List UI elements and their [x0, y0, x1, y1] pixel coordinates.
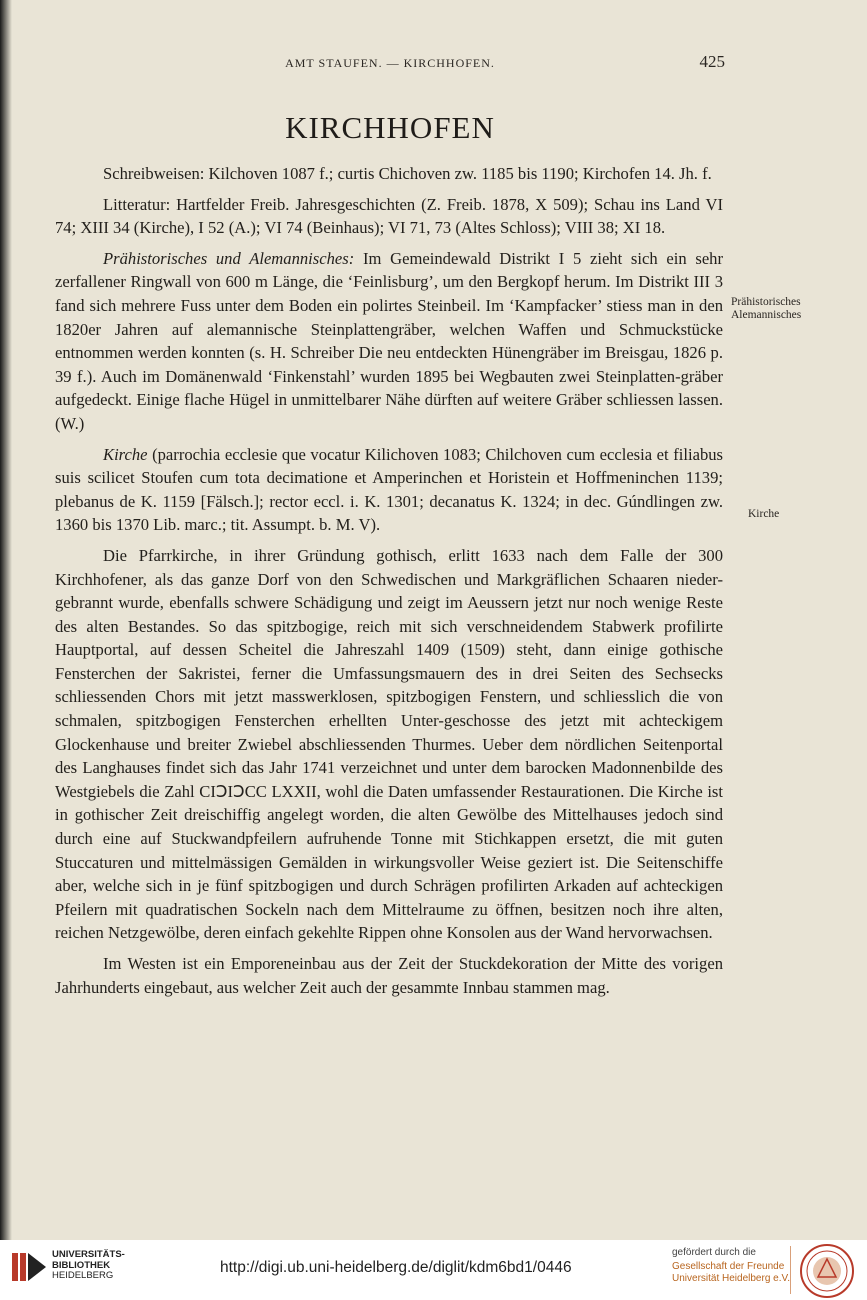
uni-line: BIBLIOTHEK	[52, 1259, 111, 1271]
running-title: AMT STAUFEN. — KIRCHHOFEN.	[285, 56, 495, 70]
paragraph-lead: Kirche	[103, 444, 148, 464]
paragraph-kirche	[55, 443, 723, 537]
paragraph-litteratur	[55, 193, 723, 240]
sponsor-name	[672, 1261, 790, 1285]
paragraph-text: Im Gemeindewald Distrikt I 5 zieht sich ein sehr zerfallener Ringwall von 600 m Länge, die ‘Feinlisburg’, um den Bergkopf herum. Im Distrikt III 3 fand sich mehrere Fuss unter dem Boden ein polirtes Steinbeil. Im ‘Kampfacker’ stiess man in den 1820er Jahren auf alemannische Steinplattengräber, welchen Waffen und Schmuckstücke entnommen werden konnten (s. H. Schreiber Die neu entdeckten Hünengräber im Breisgau, 1826 p. 39 f.). Auch im Domänenwald ‘Finkenstahl’ wurden 1895 bei Wegbauten zwei Steinplatten-gräber aufgedeckt. Einige flache Hügel in unmittelbarer Nähe dürften auf weitere Gräber schliessen lassen. (W.)	[55, 248, 724, 433]
paragraph-praehistorisches	[55, 247, 723, 436]
page-number: 425	[699, 52, 725, 71]
paragraph-westen	[55, 952, 723, 999]
paragraph-text: Im Westen ist ein Emporeneinbau aus der Zeit der Stuckdekoration der Mitte des vorigen Jahrhunderts eingebaut, aus welcher Zeit auch der gesammte Innbau stammen mag.	[55, 954, 723, 997]
paragraph-schreibweisen	[55, 162, 723, 186]
sponsor-line: Gesellschaft der Freunde	[672, 1261, 785, 1272]
university-library-logo-icon	[10, 1247, 48, 1287]
paragraph-lead: Prähistorisches und Alemannisches:	[103, 248, 355, 268]
sponsor-line: Universität Heidelberg e.V.	[672, 1273, 791, 1284]
paragraph-text: Die Pfarrkirche, in ihrer Gründung gothisch, erlitt 1633 nach dem Falle der 300 Kirchhofener, als das ganze Dorf von den Schwedischen und Markgräflichen Schaaren nieder-gebrannt wurde, ebenfalls schwere Schädigung und zeigt im Aeussern jetzt nur noch wenige Reste des alten Bestandes. So das spitzbogige, reich mit sich verschneidendem Stabwerk profilirte Hauptportal, auf dessen Scheitel die Jahreszahl 1409 (1509) steht, dann einige gothische Fensterchen der Sakristei, ferner die Umfassungsmauern des in drei Seiten des Sechsecks schliessenden Chors mit jetzt masswerklosen, spitzbogigen Fenstern, und schliesslich die von schmalen, spitzbogigen Fensterchen erhellten Unter-geschosse des jetzt mit achteckigem Glockenhause und breiter Zwiebel abschliessenden Thurmes. Ueber dem nördlichen Seitenportal des Langhauses findet sich das Jahr 1741 verzeichnet und unter dem barocken Madonnenbilde des Westgiebels die Zahl CIↃIↃCC LXXII, wohl die Daten umfassender Restaurationen. Die Kirche ist in gothischer Zeit dreischiffig angelegt worden, die alten Gewölbe des Mittelhauses jedoch sind durch eine auf Stuckwandpfeilern aufruhende Tonne mit Stichkappen ersetzt, die mit guten Stuccaturen und mittelmässigen Gemälden in wirkungsvoller Weise geziert ist. Die Seitenschiffe aber, welche sich in je fünf spitzbogigen und durch Schrägen profilirten Arkaden auf achteckigen Pfeilern mit quadratischen Sockeln nach dem Mittelraume zu öffnen, besitzen noch ihre alten, reichen Netzgewölbe, deren einfach gekehlte Rippen ohne Konsolen aus der Wand hervorwachsen.	[55, 545, 723, 943]
uni-line: HEIDELBERG	[52, 1270, 114, 1281]
uni-line: UNIVERSITÄTS-	[52, 1249, 125, 1260]
chapter-title: KIRCHHOFEN	[285, 110, 495, 145]
paragraph-text: Litteratur: Hartfelder Freib. Jahresgeschichten (Z. Freib. 1878, X 509); Schau ins Land VI 74; XIII 34 (Kirche), I 52 (A.); VI 74 (Beinhaus); VI 71, 73 (Altes Schloss); VIII 38; XI 18.	[55, 194, 723, 238]
body-text	[55, 162, 723, 1006]
sponsor-divider	[790, 1246, 791, 1294]
margin-note-kirche: Kirche	[748, 508, 780, 520]
paragraph-text: (parrochia ecclesie que vocatur Kilichoven 1083; Chilchoven cum ecclesia et filiabus suis scilicet Stoufen cum tota decimatione et Amperinchen et Horistein et Hoffmeninchen 1139; plebanus de K. 1159 [Fälsch.]; rector eccl. i. K. 1301; decanatus K. 1324; in dec. Gúndlingen zw. 1360 bis 1370 Lib. marc.; tit. Assumpt. b. M. V).	[55, 444, 723, 535]
sponsor-label: gefördert durch die	[672, 1247, 756, 1258]
paragraph-pfarrkirche	[55, 544, 723, 945]
paragraph-text: Schreibweisen: Kilchoven 1087 f.; curtis Chichoven zw. 1185 bis 1190; Kirchofen 14. Jh. f.	[103, 164, 712, 183]
university-library-name	[52, 1250, 125, 1282]
permalink-url[interactable]: http://digi.ub.uni-heidelberg.de/diglit/kdm6bd1/0446	[220, 1259, 572, 1276]
running-head	[55, 54, 725, 74]
margin-note-praehistorisches: Prähistorisches Alemannisches	[731, 296, 802, 321]
university-seal-icon	[798, 1243, 856, 1299]
